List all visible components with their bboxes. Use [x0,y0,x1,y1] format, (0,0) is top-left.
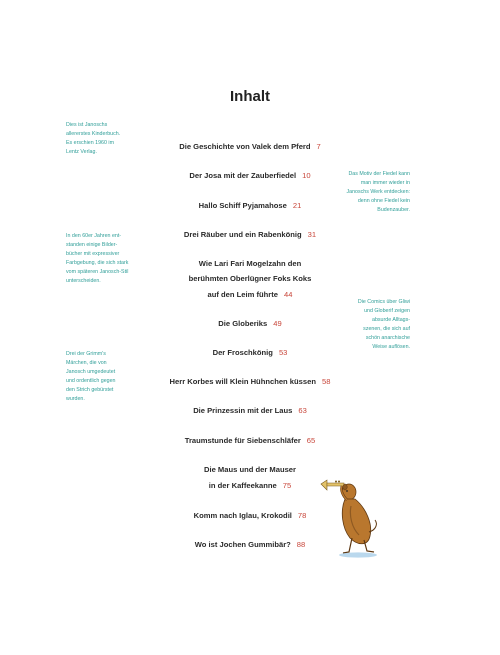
toc-entry-page: 53 [278,348,288,357]
toc-entry[interactable] [140,171,360,180]
toc-entry-page: 88 [296,540,306,549]
toc-entry-title-line: berühmten Oberlügner Foks Koks [188,274,312,283]
toc-entry-title-line: Die Maus und der Mauser [204,465,296,474]
margin-note [66,121,120,157]
toc-entry[interactable] [140,201,360,210]
toc-entry-page: 21 [292,201,302,210]
note-line: denn ohne Fiedel kein [357,198,410,204]
note-line: Farbgebung, die sich stark [66,260,129,266]
toc-entry-title: Wo ist Jochen Gummibär? [194,540,291,549]
toc-entry-page: 63 [298,406,307,415]
margin-note [66,232,128,286]
toc-entry-title: Drei Räuber und ein Rabenkönig [183,230,302,239]
note-line: Lentz Verlag. [66,149,97,155]
toc-entry-title: Komm nach Iglau, Krokodil [193,511,292,520]
note-line: Weise auflösen. [372,344,410,350]
note-line: In den 60er Jahren ent- [66,233,122,239]
note-line: und Globerif zeigen [364,308,410,314]
toc-entry[interactable] [140,290,360,299]
note-line: unterscheiden. [66,278,101,284]
note-line: standen einige Bilder- [66,242,118,248]
note-line: den Strich gebürstet [66,387,114,393]
toc-entry[interactable] [140,377,360,386]
note-line: Drei der Grimm's [66,351,106,357]
toc-entry-page: 49 [273,319,282,328]
toc-entry-title-line: Wie Lari Fari Mogelzahn den [198,259,302,268]
note-line: Dies ist Janoschs [66,122,108,128]
toc-entry-title: Die Geschichte von Valek dem Pferd [179,142,311,151]
note-line: vom späteren Janosch-Stil [66,269,129,275]
toc-entry-title: Die Globeriks [218,319,268,328]
note-line: Es erschien 1960 im [66,140,114,146]
toc-entry-title: Traumstunde für Siebenschläfer [184,436,301,445]
toc-entry[interactable] [140,348,360,357]
toc-entry-page: 7 [316,142,321,151]
note-line: schön anarchische [365,335,410,341]
toc-entry-title: Der Josa mit der Zauberfiedel [189,171,297,180]
note-line: allererstes Kinderbuch. [66,131,121,137]
toc-entry-title: Die Prinzessin mit der Laus [193,406,293,415]
note-line: man immer wieder in [360,180,410,186]
toc-entry-title-line: auf den Leim führte [207,290,278,299]
toc-entry[interactable] [140,465,360,474]
toc-entry[interactable] [140,142,360,151]
page-title: Inhalt [230,88,270,105]
note-line: Das Motiv der Fiedel kann [348,171,410,177]
bear-trumpet-icon [318,478,380,560]
note-line: szenen, die sich auf [363,326,410,332]
toc-entry-title: Der Froschkönig [212,348,273,357]
note-line: und ordentlich gegen [66,378,116,384]
toc-entry-page: 44 [284,290,293,299]
toc-entry-page: 78 [297,511,307,520]
toc-entry-page: 58 [321,377,331,386]
note-line: Janosch umgedeutet [66,369,116,375]
margin-note [330,170,410,215]
note-line: bücher mit expressiver [66,251,120,257]
toc-entry[interactable] [140,259,360,268]
margin-note [330,298,410,352]
note-line: wurden. [66,396,85,402]
toc-entry[interactable] [140,436,360,445]
margin-note [66,350,115,404]
toc-entry[interactable] [140,406,360,415]
toc-entry-title: Hallo Schiff Pyjamahose [198,201,287,210]
note-line: Märchen, die von [66,360,107,366]
note-line: Janoschs Werk entdecken: [346,189,410,195]
note-line: absurde Alltags- [372,317,410,323]
note-line: Budenzauber. [377,207,410,213]
toc-entry-title: Herr Korbes will Klein Hühnchen küssen [169,377,316,386]
toc-entry-page: 31 [307,230,317,239]
toc-entry-page: 10 [302,171,311,180]
toc-entry-page: 65 [306,436,316,445]
toc-entry[interactable] [140,319,360,328]
toc-entry-title-line: in der Kaffeekanne [208,481,277,490]
toc-entry-page: 75 [282,481,292,490]
note-line: Die Comics über Gliwi [357,299,410,305]
toc-entry[interactable] [140,274,360,283]
toc-entry[interactable] [140,230,360,239]
